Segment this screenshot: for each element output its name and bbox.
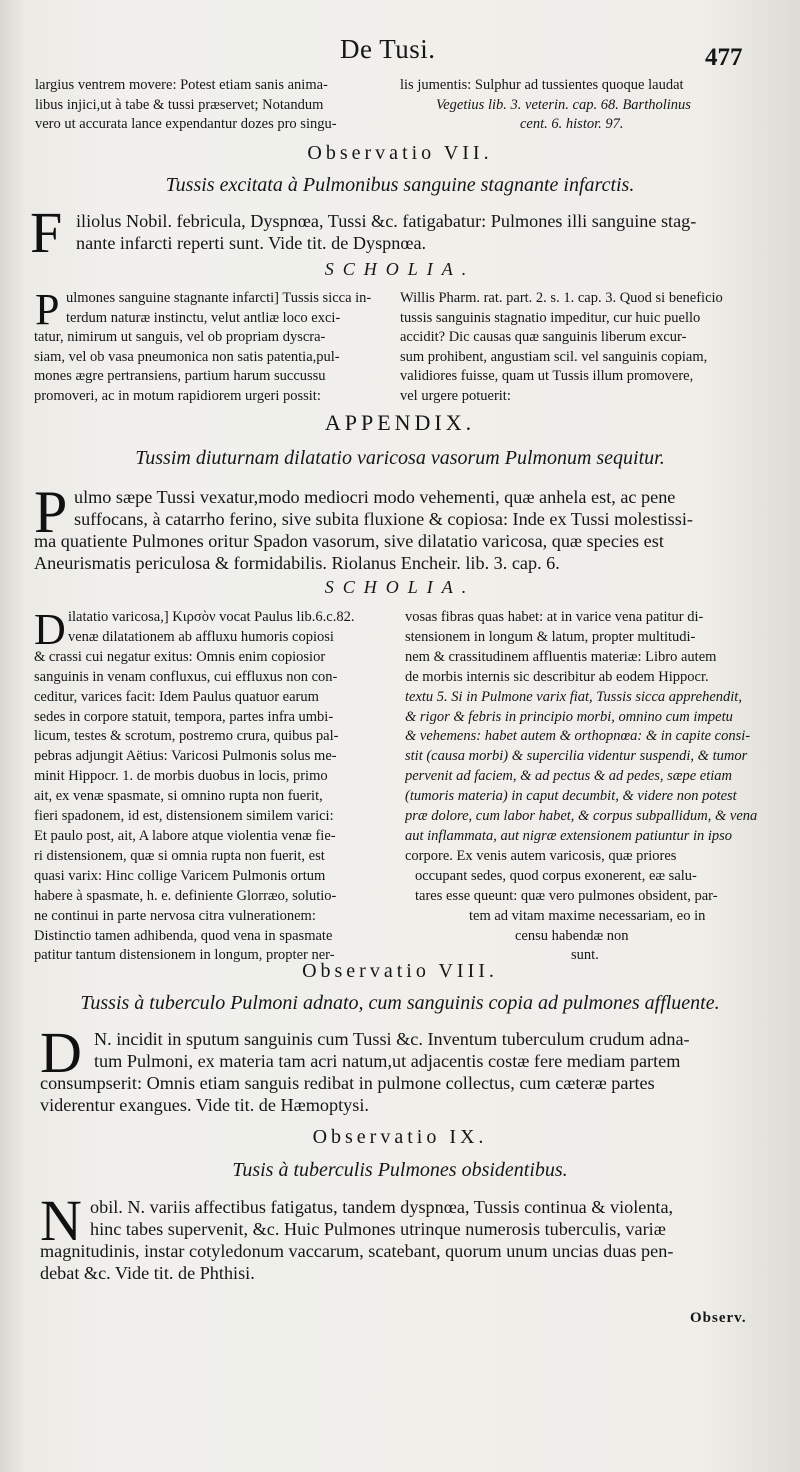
text-line: nante infarcti reperti sunt. Vide tit. de Dyspnœa.	[76, 233, 427, 253]
text-line: ma quatiente Pulmones oritur Spadon vasorum, sive dilatatio varicosa, quæ species est	[34, 531, 664, 551]
drop-cap: P	[35, 285, 60, 334]
text-line: & rigor & febris in principio morbi, omnino cum impetu	[405, 708, 733, 725]
observation-heading: Observatio VII.	[307, 142, 493, 164]
text-line: patitur tantum distensionem in longum, propter ner-	[34, 947, 335, 964]
text-line: censu habendæ non	[515, 927, 629, 944]
text-line: Distinctio tamen adhibenda, quod vena in spasmate	[34, 927, 333, 944]
observation-text	[40, 1196, 790, 1284]
text-line: Vegetius lib. 3. veterin. cap. 68. Bartholinus	[436, 96, 691, 113]
top-right-column	[400, 76, 790, 135]
text-line: libus injici,ut à tabe & tussi præservet; Notandum	[35, 96, 324, 113]
text-line: ulmones sanguine stagnante infarcti] Tussis sicca in-	[66, 290, 372, 306]
text-line: validiores fuisse, quam ut Tussis illum promovere,	[400, 368, 694, 384]
scholia-left-column	[34, 605, 400, 966]
text-line: ait, ex venæ spasmate, si omnino rupta non fuerit,	[34, 788, 323, 805]
observation-text	[40, 1028, 790, 1116]
text-line: ne continui in parte nervosa citra vulnerationem:	[34, 907, 316, 924]
text-line: N. incidit in sputum sanguinis cum Tussi &c. Inventum tuberculum crudum adna-	[94, 1029, 690, 1049]
text-line: viderentur exangues. Vide tit. de Hæmoptysi.	[40, 1095, 369, 1115]
text-line: terdum naturæ instinctu, velut antliæ loco exci-	[66, 309, 341, 326]
text-line: aut inflammata, aut nigræ extensionem patiuntur in ipso	[405, 827, 733, 844]
text-line: tares esse queunt: quæ vero pulmones obsident, par-	[415, 887, 718, 904]
text-line: sanguinis in venam confluxus, cui effluxus non con-	[34, 668, 338, 685]
text-line: consumpserit: Omnis etiam sanguis redibat in pulmone collectus, cum cæteræ partes	[40, 1073, 655, 1093]
text-line: cent. 6. histor. 97.	[520, 116, 624, 132]
text-line: mones ægre pertransiens, partium harum succussu	[34, 368, 326, 384]
text-line: ulmo sæpe Tussi vexatur,modo mediocri modo vehementi, quæ anhela est, ac pene	[74, 487, 676, 507]
running-head: De Tusi.	[340, 34, 436, 64]
text-line: Willis Pharm. rat. part. 2. s. 1. cap. 3. Quod si beneficio	[400, 290, 723, 306]
text-line: nem & crassitudinem affluentis materiæ: Libro autem	[405, 648, 717, 665]
observation-text	[76, 210, 790, 254]
text-line: præ dolore, cum labor habet, & corpus subpallidum, & vena	[405, 808, 758, 825]
text-line: venæ dilatationem ab affluxu humoris copiosi	[68, 628, 334, 645]
observation-title: Tussis à tuberculo Pulmoni adnato, cum sanguinis copia ad pulmones affluente.	[80, 992, 720, 1014]
text-line: largius ventrem movere: Potest etiam sanis anima-	[35, 77, 328, 93]
top-left-column	[35, 76, 407, 135]
text-line: & crassi cui negatur exitus: Omnis enim copiosior	[34, 648, 326, 665]
text-line: ceditur, varices facit: Idem Paulus quatuor earum	[34, 688, 319, 705]
text-line: vero ut accurata lance expendantur dozes pro singu-	[35, 116, 337, 132]
text-line: pebras adjungit Aëtius: Varicosi Pulmonis solus me-	[34, 748, 337, 765]
text-line: pervenit ad faciem, & ad pectus & ad pedes, sæpe etiam	[405, 768, 732, 785]
text-line: vel urgere potuerit:	[400, 387, 511, 404]
text-line: occupant sedes, quod corpus exonerent, eæ salu-	[415, 867, 697, 884]
text-line: ri distensionem, quæ si omnia rupta non fuerit, est	[34, 847, 325, 864]
text-line: stit (causa morbi) & supercilia videntur suspendi, & tumor	[405, 748, 748, 765]
scholia-right-column	[400, 289, 792, 406]
scholia-right-column	[405, 608, 793, 966]
text-line: iliolus Nobil. febricula, Dyspnœa, Tussi &c. fatigabatur: Pulmones illi sanguine stag-	[76, 211, 697, 231]
text-line: obil. N. variis affectibus fatigatus, tandem dyspnœa, Tussis continua & violenta,	[90, 1197, 674, 1217]
drop-cap: F	[30, 200, 63, 265]
text-line: magnitudinis, instar cotyledonum vaccarum, scatebant, quorum unum uncias duas pen-	[40, 1241, 674, 1261]
text-line: tussis sanguinis stagnatio impeditur, cur huic puello	[400, 309, 701, 326]
catchword: Observ.	[690, 1310, 747, 1326]
scholia-heading: SCHOLIA.	[324, 577, 476, 597]
text-line: tem ad vitam maxime necessariam, eo in	[469, 907, 706, 924]
drop-cap: P	[34, 479, 68, 545]
text-line: Aneurismatis periculosa & formidabilis. Riolanus Encheir. lib. 3. cap. 6.	[34, 553, 560, 573]
text-line: suffocans, à catarrho ferino, sive subita fluxione & copiosa: Inde ex Tussi molestissi-	[74, 509, 693, 529]
text-line: siam, vel ob vasa pneumonica non satis patentia,pul-	[34, 348, 340, 365]
observation-title: Tussis excitata à Pulmonibus sanguine stagnante infarctis.	[165, 174, 635, 196]
text-line: hinc tabes supervenit, &c. Huic Pulmones utrinque numerosis tuberculis, variæ	[90, 1219, 666, 1239]
text-line: sedes in corpore statuit, tempora, partes infra umbi-	[34, 708, 334, 725]
drop-cap: D	[34, 605, 66, 654]
text-line: tum Pulmoni, ex materia tam acri natum,ut adjacentis costæ fere mediam partem	[94, 1051, 681, 1071]
drop-cap: D	[40, 1020, 82, 1085]
text-line: corpore. Ex venis autem varicosis, quæ priores	[405, 847, 677, 864]
text-line: licum, testes & scrotum, postremo crura, quibus pal-	[34, 728, 339, 745]
text-line: ilatatio varicosa,] Κιρσὸν vocat Paulus lib.6.c.82.	[68, 609, 355, 625]
text-line: promoveri, ac in motum rapidiorem urgeri possit:	[34, 387, 321, 404]
scholia-heading: SCHOLIA.	[324, 259, 476, 279]
text-line: debat &c. Vide tit. de Phthisi.	[40, 1263, 255, 1283]
text-line: minit Hippocr. 1. de morbis duobus in locis, primo	[34, 768, 328, 785]
text-line: de morbis internis sic describitur ab eodem Hippocr.	[405, 668, 709, 685]
text-line: vosas fibras quas habet: at in varice vena patitur di-	[405, 609, 704, 625]
appendix-text	[34, 486, 790, 574]
observation-title: Tusis à tuberculis Pulmones obsidentibus.	[232, 1159, 568, 1181]
text-line: Et paulo post, ait, A labore atque violentia venæ fie-	[34, 827, 336, 844]
observation-heading: Observatio IX.	[312, 1126, 488, 1148]
text-line: habere à spasmate, h. e. definiente Glorræo, solutio-	[34, 887, 337, 904]
appendix-title: Tussim diuturnam dilatatio varicosa vasorum Pulmonum sequitur.	[135, 447, 665, 469]
scholia-left-column	[34, 285, 398, 406]
appendix-heading: APPENDIX.	[324, 410, 476, 435]
text-line: sum prohibent, angustiam scil. vel sanguinis copiam,	[400, 348, 708, 365]
text-line: textu 5. Si in Pulmone varix fiat, Tussis sicca apprehendit,	[405, 688, 742, 705]
text-line: fieri spadonem, id est, distensionem similem varici:	[34, 808, 334, 825]
page-number: 477	[705, 44, 743, 71]
text-line: accidit? Dic causas quæ sanguinis liberum excur-	[400, 329, 687, 345]
text-line: quasi varix: Hinc collige Varicem Pulmonis ortum	[34, 867, 326, 884]
text-line: sunt.	[571, 947, 599, 964]
text-line: (tumoris materia) in caput decumbit, & videre non potest	[405, 788, 737, 805]
drop-cap: N	[40, 1188, 82, 1253]
text-line: tatur, nimirum ut sanguis, vel ob propriam dyscra-	[34, 329, 326, 345]
text-line: lis jumentis: Sulphur ad tussientes quoque laudat	[400, 77, 684, 93]
text-line: stensionem in longum & latum, propter multitudi-	[405, 628, 696, 645]
observation-heading: Observatio VIII.	[302, 960, 498, 982]
text-line: & vehemens: habet autem & orthopnœa: & in capite consi-	[405, 728, 751, 745]
